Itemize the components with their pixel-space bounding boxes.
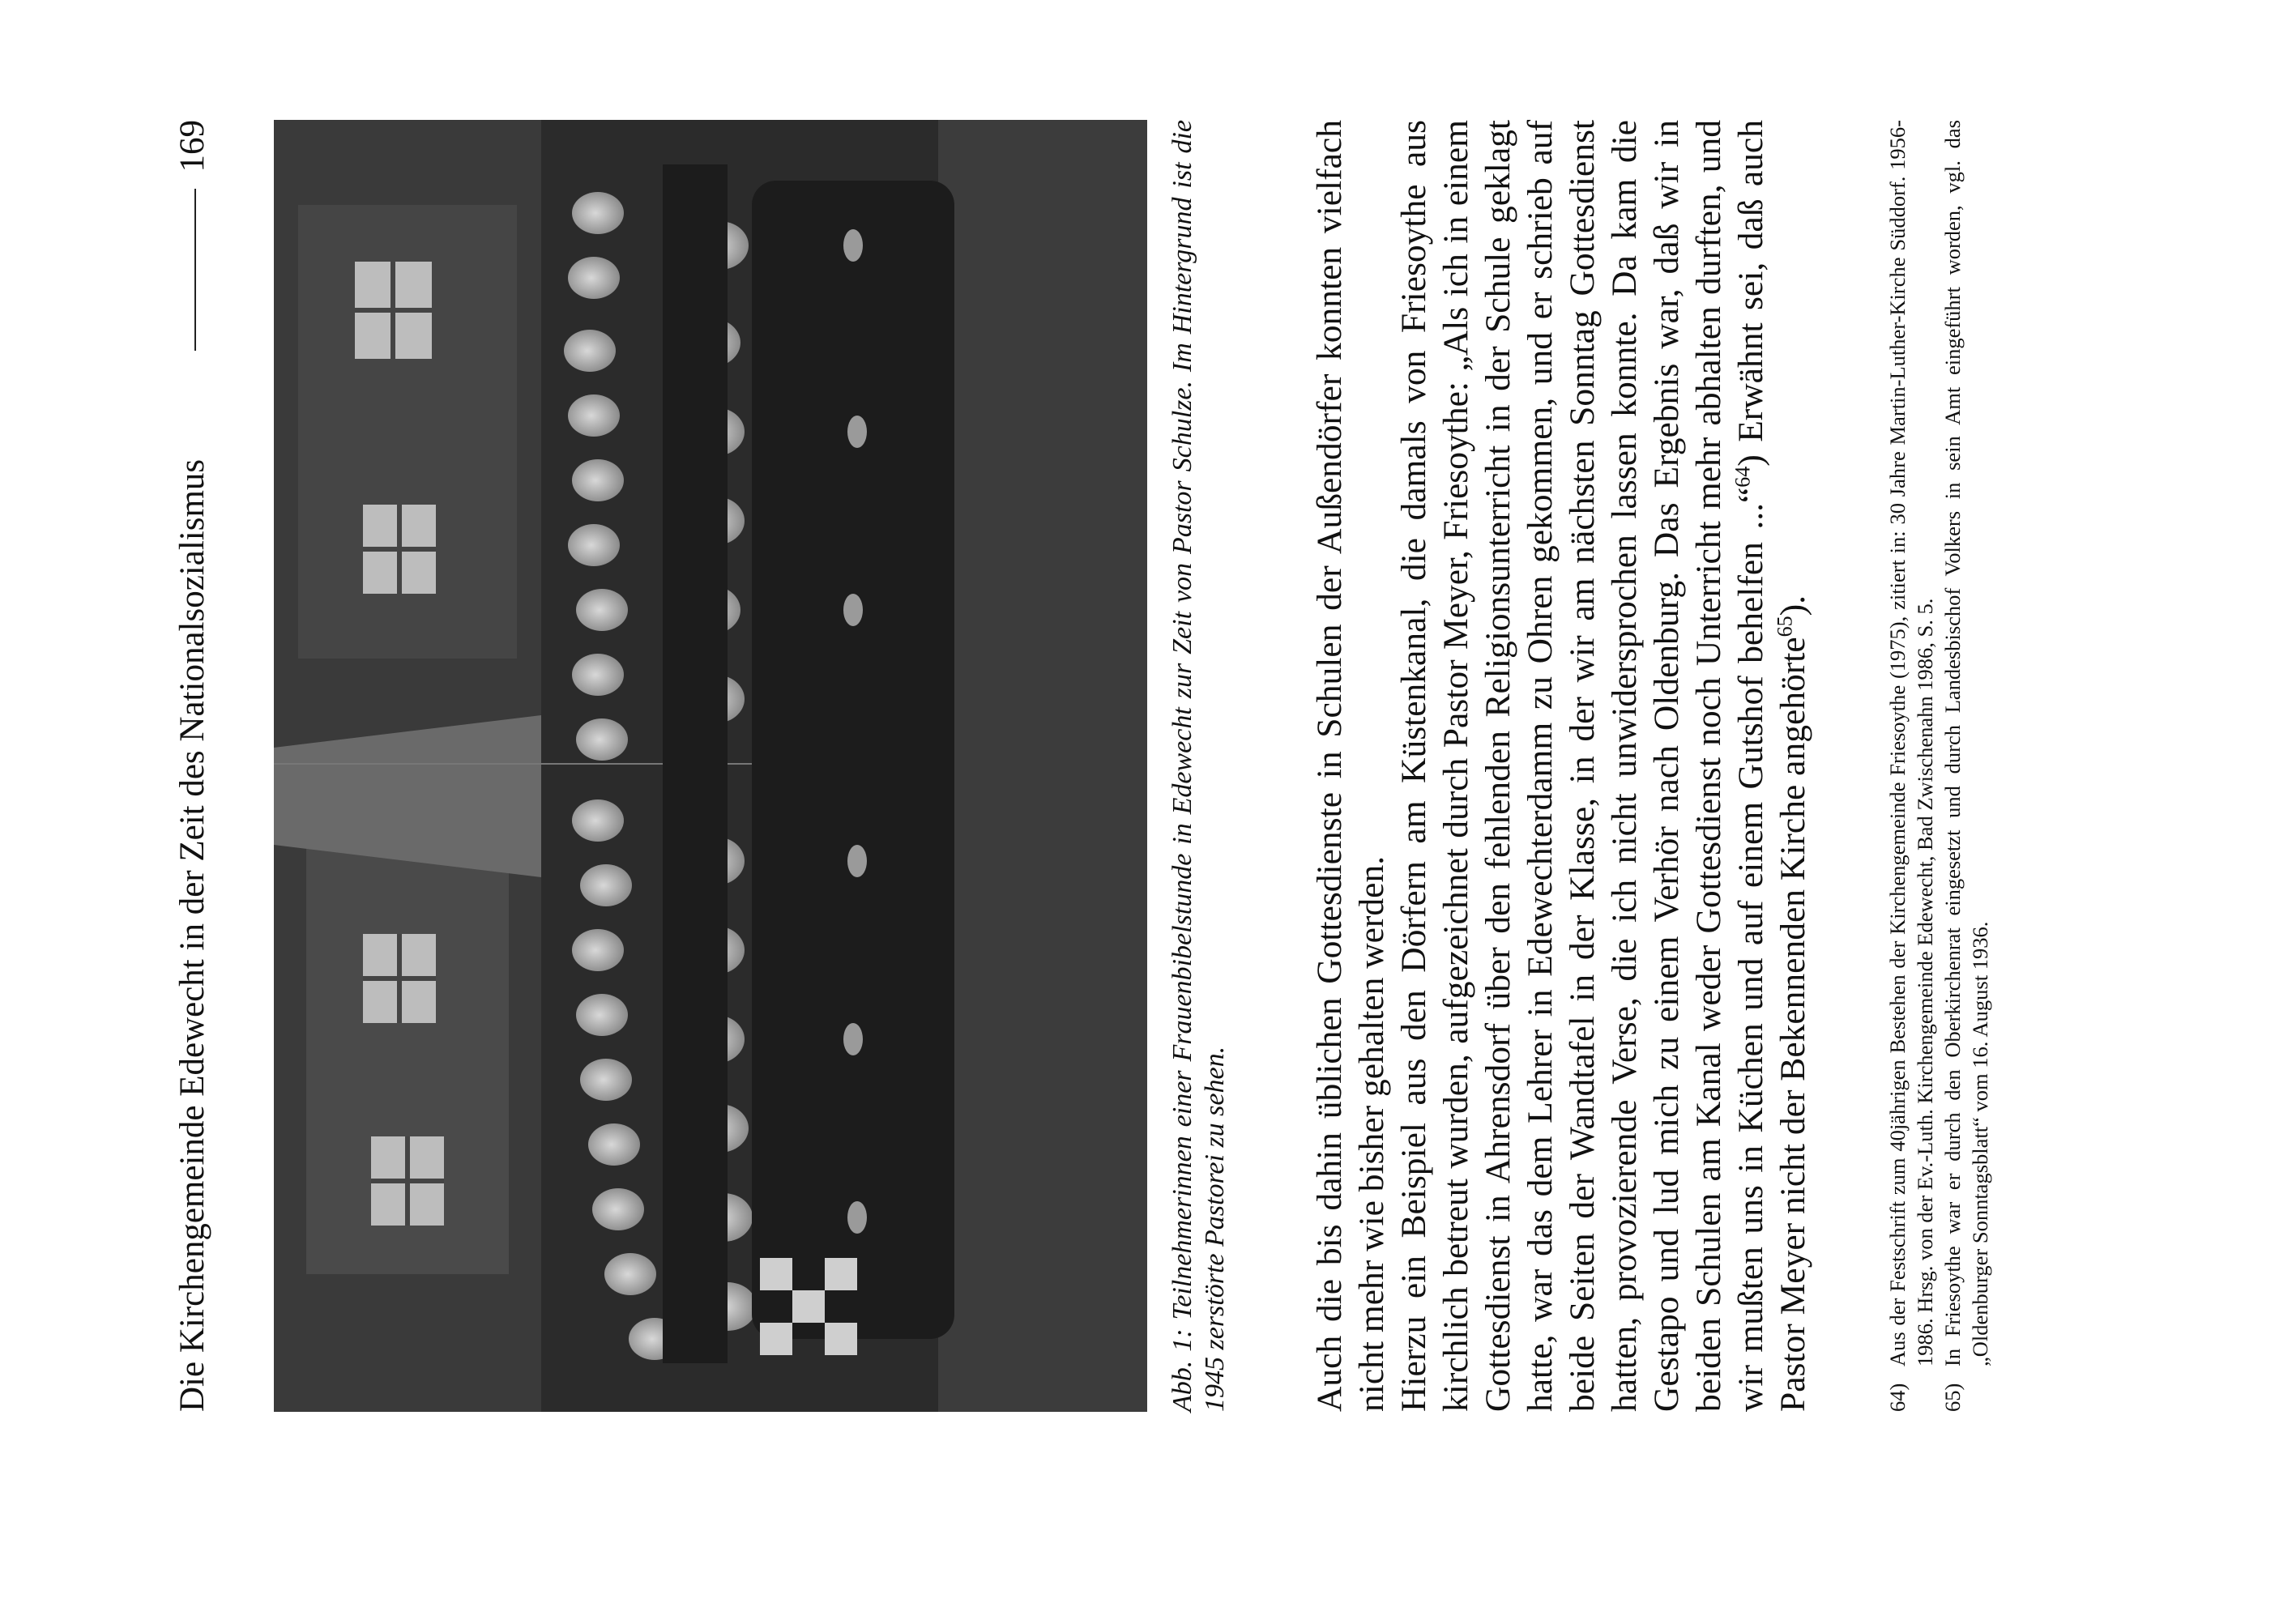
body-text [1308,120,1814,1412]
footnote-ref-64: 64 [1731,466,1755,488]
footnote-number: 65) [1940,1383,1965,1412]
footnote-64 [1884,120,1939,1412]
running-head [169,120,217,1412]
footnote-number: 64) [1885,1383,1910,1412]
figure-caption [1167,120,1231,1412]
footnote-text: In Friesoythe war er durch den Oberkirchenrat eingesetzt und durch Landesbischof Volkers in sein Amt eingeführt worden, vgl. das „Oldenburger Sonntagsblatt“ vom 16. August 1936. [1940,120,1992,1366]
footnote-65 [1939,120,1994,1412]
paragraph-2-end: ). [1773,595,1812,616]
paragraph-1: Auch die bis dahin üblichen Gottesdienste in Schulen der Außendörfer konnten vielfach nicht mehr wie bisher gehalten werden. [1310,120,1391,1412]
footnote-text: Aus der Festschrift zum 40jährigen Bestehen der Kirchengemeinde Friesoythe (1975), zitiert in: 30 Jahre Martin-Luther-Kirche Süddorf. 1956-1986. Hrsg. von der Ev.-Luth. Kirchengemeinde Edewecht, Bad Zwischenahn 1986, S. 5. [1885,120,1937,1366]
paragraph-2-text: Hierzu ein Beispiel aus den Dörfern am Küstenkanal, die damals von Friesoythe aus kirchlich betreut wurden, aufgezeichnet durch Pastor Meyer, Friesoythe: „Als ich in einem Gottesdienst in Ahrensdorf über den fehlenden Religionsunterricht in der Schule geklagt hatte, war das dem Lehrer in Edewechterdamm zu Ohren gekommen, und er schrieb auf beide Seiten der Wandtafel in der Klasse, in der wir am nächsten Sonntag Gottesdienst hatten, provozierende Verse, die ich nicht unwidersprochen lassen konnte. Da kam die Gestapo und lud mich zu einem Verhör nach Oldenburg. Das Ergebnis war, daß wir in beiden Schulen am Kanal weder Gottesdienst noch Unterricht mehr abhalten durften, und wir mußten uns in Küchen und auf einem Gutshof behelfen ...“ [1394,120,1770,1412]
caption-line-2: Hintergrund ist die 1945 zerstörte Pastorei zu sehen. [1167,120,1230,1412]
footnote-ref-65: 65 [1773,616,1797,637]
group-photo [274,120,1147,1412]
paragraph-2 [1393,120,1814,1412]
group-photo-image [274,120,1147,1412]
caption-line-1: Abb. 1: Teilnehmerinnen einer Frauenbibelstunde in Edewecht zur Zeit von Pastor Schulze. Im [1167,343,1197,1412]
paragraph-2-tail: ) Erwähnt sei, daß auch Pastor Meyer nicht der Bekennenden Kirche angehörte [1731,120,1812,1412]
footnotes [1884,120,1994,1412]
header-rule [194,189,196,351]
page-number: 169 [173,120,211,173]
running-title: Die Kirchengemeinde Edewecht in der Zeit des Nationalsozialismus [173,458,211,1412]
